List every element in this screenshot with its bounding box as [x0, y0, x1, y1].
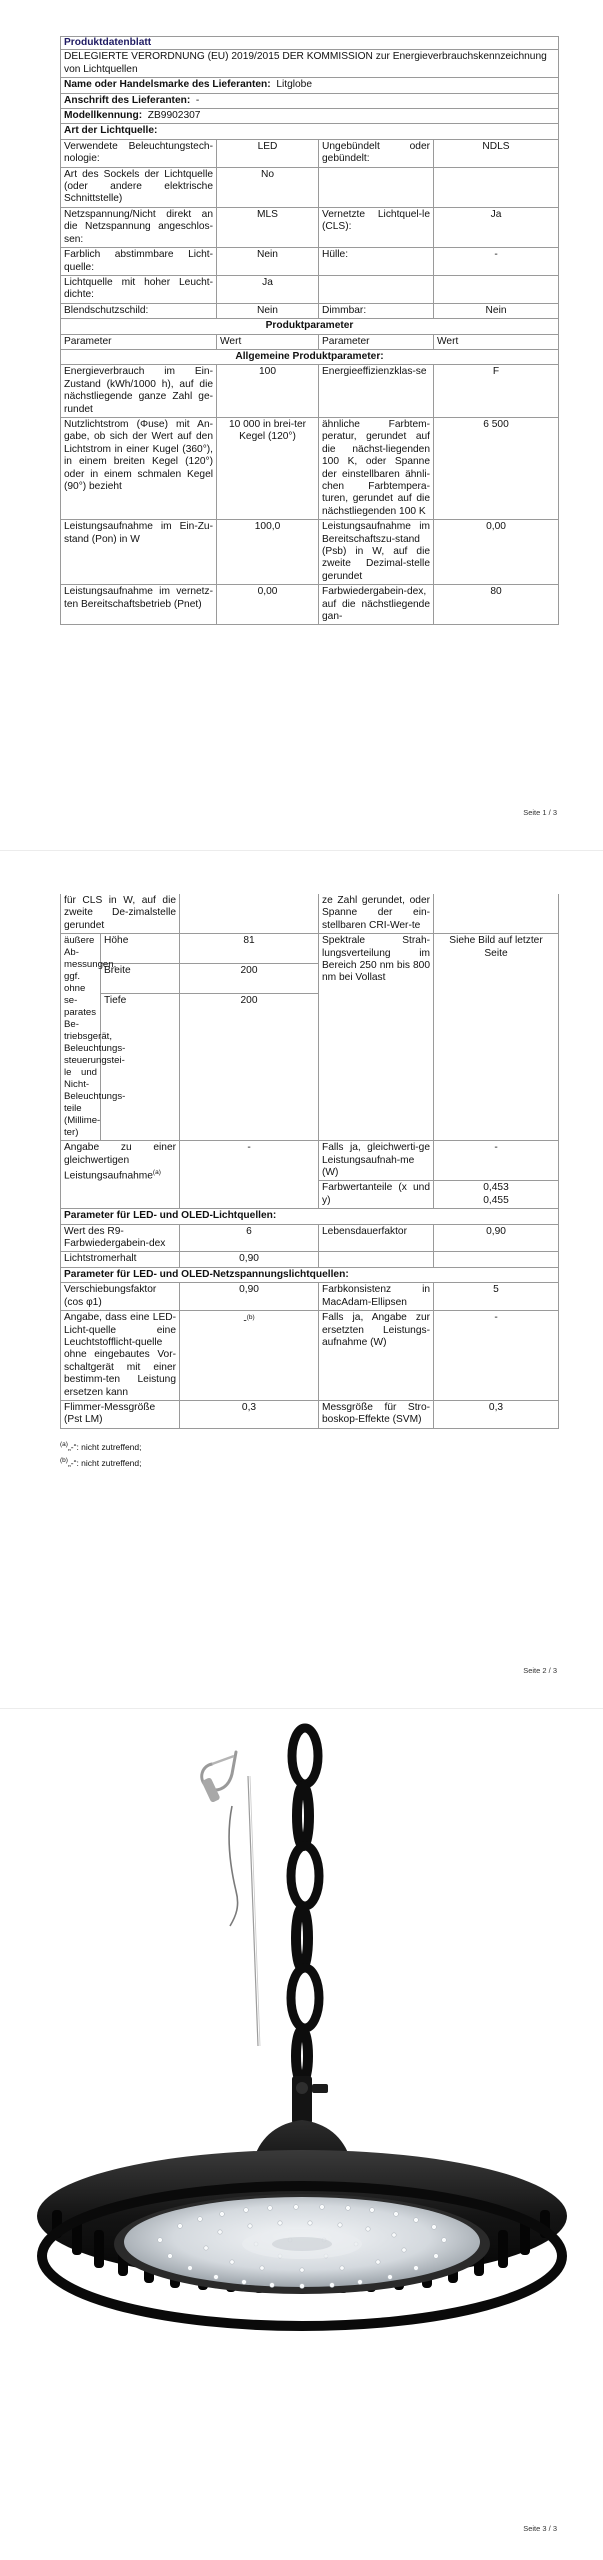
footnote-mark: (b) [60, 1456, 68, 1464]
footnotes [60, 1438, 142, 1470]
cell-label: Blendschutzschild: [61, 303, 217, 318]
datasheet-table-page-2 [60, 894, 559, 1429]
cell-value: NDLS [434, 139, 559, 167]
document-title: Produktdatenblatt [61, 37, 559, 50]
cell-label: Lebensdauerfaktor [319, 1224, 434, 1252]
cell-label: Messgröße für Stro-boskop-Effekte (SVM) [319, 1400, 434, 1428]
table-row [61, 1400, 559, 1428]
cell-label [319, 275, 434, 303]
cell-label [319, 167, 434, 207]
cell-label: Lichtquelle mit hoher Leucht-dichte: [61, 275, 217, 303]
led-header: Parameter für LED- und OLED-Lichtquellen: [61, 1209, 559, 1224]
cell-label: Leistungsaufnahme im vernetz-ten Bereitschaftsbetrieb (Pnet) [61, 585, 217, 625]
cell-value: 0,3 [434, 1400, 559, 1428]
col-header: Wert [434, 334, 559, 349]
table-row [61, 417, 559, 519]
cell-label: Energieverbrauch im Ein-Zustand (kWh/1000 h), auf die nächstliegende ganze Zahl ge-rundet [61, 365, 217, 418]
cell-label: Spektrale Strah-lungsverteilung im Bereich 250 nm bis 800 nm bei Vollast [319, 934, 434, 1141]
cell-label: Vernetzte Lichtquel-le (CLS): [319, 207, 434, 247]
table-row [61, 520, 559, 585]
footnote [60, 1438, 142, 1454]
cell-value: Ja [434, 207, 559, 247]
table-row [61, 1252, 559, 1267]
cell-value [434, 894, 559, 934]
cell-label: Leistungsaufnahme im Ein-Zu-stand (Pon) in W [61, 520, 217, 585]
cell-label: Flimmer-Messgröße (Pst LM) [61, 1400, 180, 1428]
page-footer: Seite 1 / 3 [523, 808, 557, 817]
cell-value [434, 1252, 559, 1267]
cell-label: ähnliche Farbtem-peratur, gerundet auf die nächst-liegenden 100 K, oder Spanne der einstellbaren ähnli-chen Farbtempera-turen, gerundet auf die nächstliegenden 100 K [319, 417, 434, 519]
page-separator [0, 1708, 603, 1709]
cell-value: F [434, 365, 559, 418]
footnote-mark: (a) [60, 1441, 68, 1448]
footnote-text: „-“: nicht zutreffend; [67, 1441, 142, 1452]
cell-label: für CLS in W, auf die zweite De-zimalstelle gerundet [61, 894, 180, 934]
cell-value: Nein [434, 303, 559, 318]
table-row [61, 1283, 559, 1311]
table-row [61, 894, 559, 934]
cell-label: ze Zahl gerundet, oder Spanne der ein-stellbaren CRI-Wer-te [319, 894, 434, 934]
dimension-name: Breite [101, 964, 180, 994]
cell-value [434, 1181, 559, 1209]
cell-label: Lichtstromerhalt [61, 1252, 180, 1267]
table-row [61, 934, 559, 964]
cell-value: 0,90 [180, 1252, 319, 1267]
cell-label [319, 1252, 434, 1267]
address-label: Anschrift des Lieferanten: [64, 94, 191, 106]
page-3 [0, 1716, 603, 2560]
page-2 [0, 858, 603, 1701]
product-image-highbay-lamp [0, 1716, 603, 2560]
cell-value: MLS [217, 207, 319, 247]
table-row [61, 167, 559, 207]
cell-label [61, 1141, 180, 1209]
cell-label: Leistungsaufnahme im Bereitschaftszu-stand (Psb) in W, auf die zweite Dezimal-stelle gerundet [319, 520, 434, 585]
address-row [61, 93, 559, 108]
dimensions-label: äußere Ab-messungen, ggf. ohne se-parates Be-triebsgerät, Beleuchtungs-steuerungstei-le und Nicht-Beleuchtungs-teile (Millime-ter) [61, 934, 101, 1141]
cell-label: Farbwertanteile (x und y) [319, 1181, 434, 1209]
mains-header: Parameter für LED- und OLED-Netzspannungslichtquellen: [61, 1267, 559, 1282]
replacement-value: - [243, 1315, 247, 1327]
cell-label: Hülle: [319, 248, 434, 276]
cell-value: No [217, 167, 319, 207]
cell-value: - [434, 1311, 559, 1401]
cell-label: Dimmbar: [319, 303, 434, 318]
params-header: Produktparameter [61, 319, 559, 334]
cell-empty [180, 1023, 319, 1141]
cell-label: Verwendete Beleuchtungstech-nologie: [61, 139, 217, 167]
cell-label: Nutzlichtstrom (Φuse) mit An-gabe, ob sich der Wert auf den Lichtstrom in einer Kugel (360°), in einem breiten Kegel (120°) oder in einem schmalen Kegel (90°) bezieht [61, 417, 217, 519]
general-header: Allgemeine Produktparameter: [61, 349, 559, 364]
cell-label: Ungebündelt oder gebündelt: [319, 139, 434, 167]
cell-value: 0,90 [180, 1283, 319, 1311]
cell-value: Siehe Bild auf letzter Seite [434, 934, 559, 1141]
cell-value [434, 167, 559, 207]
page-separator [0, 850, 603, 851]
model-row [61, 109, 559, 124]
table-row [61, 275, 559, 303]
model-value: ZB9902307 [147, 110, 201, 122]
dimension-value: 200 [180, 964, 319, 994]
table-row [61, 585, 559, 625]
cell-value [434, 275, 559, 303]
supplier-label: Name oder Handelsmarke des Lieferanten: [64, 79, 271, 91]
dimension-name: Tiefe [101, 994, 180, 1023]
cell-empty [101, 1023, 180, 1141]
table-row [61, 1224, 559, 1252]
footnote-mark: (a) [152, 1169, 161, 1177]
regulation-text: DELEGIERTE VERORDNUNG (EU) 2019/2015 DER KOMMISSION zur Energieverbrauchskennzeichnung von Lichtquellen [61, 50, 559, 78]
footnote-text: „-“: nicht zutreffend; [67, 1457, 142, 1468]
address-value: - [195, 94, 200, 106]
cell-value: - [434, 1141, 559, 1181]
cell-label: Farblich abstimmbare Licht-quelle: [61, 248, 217, 276]
datasheet-table-page-1 [60, 36, 559, 625]
table-row [61, 365, 559, 418]
cell-value: Ja [217, 275, 319, 303]
chromaticity-y: 0,455 [483, 1194, 509, 1206]
cell-value: 5 [434, 1283, 559, 1311]
col-header: Wert [217, 334, 319, 349]
supplier-row [61, 78, 559, 93]
cell-label: Farbwiedergabein-dex, auf die nächstliegende gan- [319, 585, 434, 625]
cell-value: - [434, 248, 559, 276]
table-row [61, 1311, 559, 1401]
cell-label: Farbkonsistenz in MacAdam-Ellipsen [319, 1283, 434, 1311]
col-header: Parameter [61, 334, 217, 349]
cell-value: Nein [217, 248, 319, 276]
model-label: Modellkennung: [64, 110, 143, 122]
cell-value [180, 894, 319, 934]
cell-value: LED [217, 139, 319, 167]
cell-label: Angabe, dass eine LED-Licht-quelle eine Leuchtstofflicht-quelle ohne eingebautes Vor-schaltgerät mit einer bestimm-ten Leistung ersetzen kann [61, 1311, 180, 1401]
dimension-value: 81 [180, 934, 319, 964]
dimension-name: Höhe [101, 934, 180, 964]
page-footer: Seite 3 / 3 [523, 2524, 557, 2533]
cell-value: 10 000 in brei-ter Kegel (120°) [217, 417, 319, 519]
table-row [61, 207, 559, 247]
cell-value: 80 [434, 585, 559, 625]
table-row [61, 303, 559, 318]
cell-value: 0,3 [180, 1400, 319, 1428]
chromaticity-x: 0,453 [483, 1182, 509, 1194]
chain [291, 1728, 319, 2082]
cell-value: - [180, 1141, 319, 1209]
cell-value: 6 [180, 1224, 319, 1252]
cell-label: Falls ja, Angabe zur ersetzten Leistungs-aufnahme (W) [319, 1311, 434, 1401]
cell-value: 6 500 [434, 417, 559, 519]
supplier-value: Litglobe [276, 79, 313, 91]
table-row [61, 139, 559, 167]
cell-value: Nein [217, 303, 319, 318]
cell-label: Energieeffizienzklas-se [319, 365, 434, 418]
type-header: Art der Lichtquelle: [61, 124, 559, 139]
col-header: Parameter [319, 334, 434, 349]
cell-value: 0,00 [434, 520, 559, 585]
page-1 [0, 0, 603, 843]
dimension-value: 200 [180, 994, 319, 1023]
cell-value: 100,0 [217, 520, 319, 585]
cell-label: Falls ja, gleichwerti-ge Leistungsaufnah-me (W) [319, 1141, 434, 1181]
cell-label: Verschiebungsfaktor (cos φ1) [61, 1283, 180, 1311]
cell-value [180, 1311, 319, 1401]
table-row [61, 248, 559, 276]
table-row [61, 1141, 559, 1181]
column-headers [61, 334, 559, 349]
footnote-mark: (b) [246, 1314, 255, 1322]
cell-label: Netzspannung/Nicht direkt an die Netzspannung angeschlos-sen: [61, 207, 217, 247]
footnote [60, 1454, 142, 1470]
hook-icon [201, 1752, 236, 1803]
cell-label: Art des Sockels der Lichtquelle (oder andere elektrische Schnittstelle) [61, 167, 217, 207]
cell-value: 100 [217, 365, 319, 418]
cell-value: 0,00 [217, 585, 319, 625]
equiv-label: Angabe zu einer gleichwertigen Leistungsaufnahme [64, 1142, 177, 1182]
page-footer: Seite 2 / 3 [523, 1666, 557, 1675]
cell-label: Wert des R9-Farbwiedergabein-dex [61, 1224, 180, 1252]
cell-value: 0,90 [434, 1224, 559, 1252]
